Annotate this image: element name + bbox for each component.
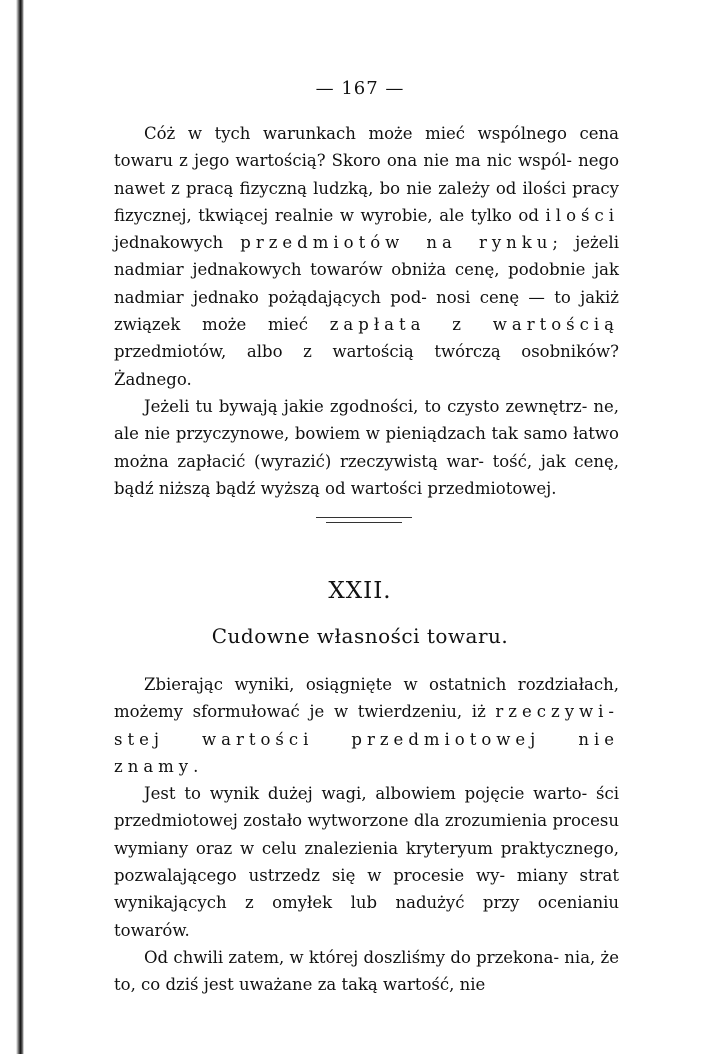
paragraph: Od chwili zatem, w której doszliśmy do przekona‐ nia, że to, co dziś jest uważane za taką wartość, nie xyxy=(114,947,619,995)
text-run: . xyxy=(193,756,199,776)
chapter-title: Cudowne własności towaru. xyxy=(211,624,509,648)
paragraph: Jest to wynik dużej wagi, albowiem pojęcie warto‐ ści przedmiotowej zostało wytworzone dla zrozumienia procesu wymiany oraz w celu znalezienia kryteryum praktycznego, pozwalającego ustrzedz się w procesie wy‐ miany strat wynikających z omyłek lub nadużyć przy ocenianiu towarów. xyxy=(114,784,619,940)
text-run: Cóż w tych warunkach może mieć wspólnego cena towaru z jego wartością? Skoro ona nie ma nic wspól‐ nego nawet z pracą fizyczną ludzką, bo nie zależy od ilości pracy fizycznej, tkwiącej realnie w wyrobie, ale tylko od xyxy=(114,124,619,225)
spaced-emphasis: przedmiotów na rynku xyxy=(240,233,553,253)
ornament-rule xyxy=(316,517,412,518)
text-run: przedmiotów, albo z wartością twórczą osobników? Żadnego. xyxy=(114,342,619,389)
page-number: — 167 — xyxy=(315,78,405,99)
paragraph xyxy=(114,120,619,393)
spaced-emphasis: rzeczywi‐ stej wartości przedmiotowej nie znamy xyxy=(114,702,619,776)
text-run: jednakowych xyxy=(114,233,241,253)
spaced-emphasis: zapłata z wartością xyxy=(329,315,619,335)
book-spine-shadow xyxy=(16,0,24,1054)
text-run: ; jeżeli nadmiar jednakowych towarów obniża cenę, podobnie jak nadmiar jednako pożądających pod‐ nosi cenę — to jakiż związek może mieć xyxy=(114,233,619,335)
text-section-top xyxy=(114,120,619,502)
paragraph: Jeżeli tu bywają jakie zgodności, to czysto zewnętrz‐ ne, ale nie przyczynowe, bowiem w pieniądzach tak samo łatwo można zapłacić (wyrazić) rzeczywistą war‐ tość, jak cenę, bądź niższą bądź wyższą od wartości przedmiotowej. xyxy=(114,396,619,498)
text-run: Zbierając wyniki, osiągnięte w ostatnich rozdziałach, możemy sformułować je w twierdzeniu, iż xyxy=(114,675,619,722)
text-section-bottom xyxy=(114,671,619,999)
spaced-emphasis: ilości xyxy=(545,205,619,225)
paragraph xyxy=(114,671,619,780)
ornament-rule xyxy=(326,522,402,523)
chapter-number: XXII. xyxy=(328,578,392,604)
